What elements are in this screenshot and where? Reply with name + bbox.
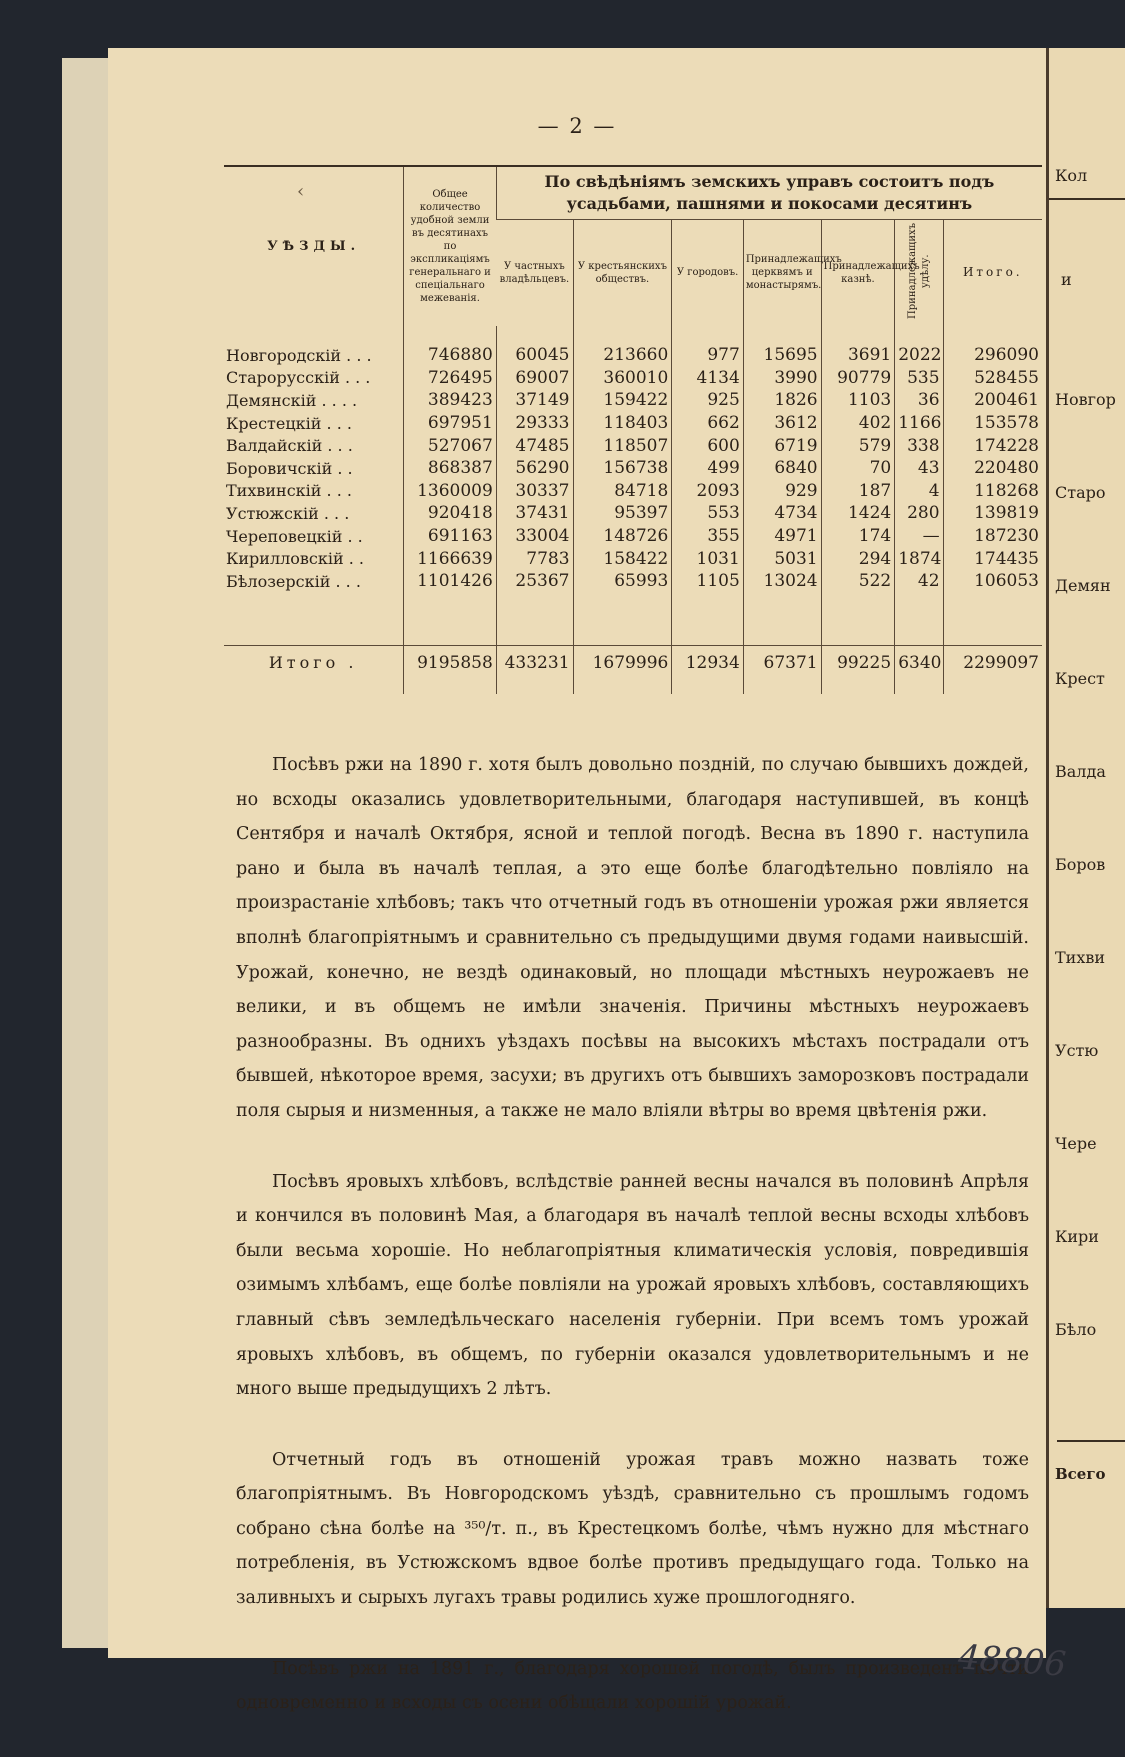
paragraph: Отчетный годъ въ отношеній урожая травъ можно назвать тоже благопріятнымъ. Въ Новгородскомъ уѣздѣ, сравнительно съ прошлымъ годомъ собрано сѣна болѣе на ³⁵⁰/т. п., въ Крестецкомъ болѣе, чѣмъ нужно для мѣстнаго потребленія, въ Устюжскомъ вдвое болѣе противъ предыдущаго года. Только на заливныхъ и сырыхъ лугахъ травы родились хуже прошлогодняго. — [236, 1449, 1029, 1609]
table-cell: 37149 — [496, 389, 573, 412]
table-cell: 360010 — [573, 367, 672, 390]
subheader-private: У частныхъ владѣльцевъ. — [496, 220, 573, 326]
table-cell: 6840 — [743, 457, 821, 480]
adjacent-rule — [1057, 1440, 1125, 1442]
table-cell: 553 — [672, 502, 743, 525]
table-cell: — — [895, 525, 943, 548]
table-cell: 662 — [672, 412, 743, 435]
table-row — [224, 502, 1042, 525]
table-cell: 294 — [821, 547, 895, 570]
table-cell: 433231 — [496, 645, 573, 680]
header-uezdy: УѢЗДЫ. — [224, 166, 404, 326]
table-cell: 213660 — [573, 326, 672, 367]
table-cell: 4134 — [672, 367, 743, 390]
table-cell: 697951 — [404, 412, 497, 435]
handwritten-note: 48806 — [956, 1637, 1068, 1685]
table-cell: 37431 — [496, 502, 573, 525]
uezd-name: Валдайскій . . . — [226, 436, 353, 456]
table-cell: 746880 — [404, 326, 497, 367]
table-cell: 1679996 — [573, 645, 672, 680]
table-row — [224, 480, 1042, 503]
table-row — [224, 389, 1042, 412]
table-cell: 691163 — [404, 525, 497, 548]
uezd-name: Кирилловскій . . — [226, 549, 365, 569]
table-cell: 3612 — [743, 412, 821, 435]
table-cell: 6340 — [895, 645, 943, 680]
table-cell: 2093 — [672, 480, 743, 503]
adjacent-row-label: Устю — [1055, 1041, 1099, 1060]
table-cell: 148726 — [573, 525, 672, 548]
table-cell: 389423 — [404, 389, 497, 412]
table-cell: 187 — [821, 480, 895, 503]
table-cell: 535 — [895, 367, 943, 390]
table-row — [224, 412, 1042, 435]
table-cell: 528455 — [943, 367, 1042, 390]
table-cell: 95397 — [573, 502, 672, 525]
table-cell — [404, 593, 497, 619]
table-cell: 12934 — [672, 645, 743, 680]
table-cell: 726495 — [404, 367, 497, 390]
table-cell: 43 — [895, 457, 943, 480]
table-row — [224, 434, 1042, 457]
table-cell: 1166639 — [404, 547, 497, 570]
header-group: По свѣдѣніямъ земскихъ управъ состоитъ подъ усадьбами, пашнями и покосами десятинъ — [496, 166, 1042, 220]
header-total-land: Общее количество удобной земли въ десятинахъ по экспликаціямъ генеральнаго и спеціальнаго межеванія. — [404, 166, 497, 326]
table-cell: 47485 — [496, 434, 573, 457]
table-cell: 4971 — [743, 525, 821, 548]
table-cell — [224, 680, 404, 694]
table-cell: 3691 — [821, 326, 895, 367]
table-cell: 139819 — [943, 502, 1042, 525]
table-row — [224, 326, 1042, 367]
table-cell: 5031 — [743, 547, 821, 570]
table-cell: 355 — [672, 525, 743, 548]
table-cell — [496, 619, 573, 646]
table-cell — [895, 619, 943, 646]
table-cell: 296090 — [943, 326, 1042, 367]
uezd-name: Демянскій . . . . — [226, 390, 358, 410]
uezd-name: Новгородскій . . . — [226, 345, 372, 365]
table-cell — [895, 593, 943, 619]
table-cell: 118268 — [943, 480, 1042, 503]
adjacent-header-letter: и — [1061, 270, 1072, 289]
table-cell: 25367 — [496, 570, 573, 593]
table-cell: 1360009 — [404, 480, 497, 503]
table-cell: 33004 — [496, 525, 573, 548]
table-cell: 920418 — [404, 502, 497, 525]
table-cell: 69007 — [496, 367, 573, 390]
table-cell — [943, 619, 1042, 646]
paragraph: Посѣвъ ржи на 1890 г. хотя былъ довольно поздній, по случаю бывшихъ дождей, но всходы оказались удовлетворительными, благодаря наступившей, въ концѣ Сентября и началѣ Октября, ясной и теплой погодѣ. Весна въ 1890 г. наступила рано и была въ началѣ теплая, а это еще болѣе благодѣтельно повліяло на произрастаніе хлѣбовъ; такъ что отчетный годъ въ отношеніи урожая ржи является вполнѣ благопріятнымъ и сравнительно съ предыдущими двумя годами наивысшій. Урожай, конечно, не вездѣ одинаковый, но площади мѣстныхъ неурожаевъ не велики, и въ общемъ не имѣли значенія. Причины мѣстныхъ неурожаевъ разнообразны. Въ однихъ уѣздахъ посѣвы на высокихъ мѣстахъ пострадали отъ бывшей, нѣкоторое время, засухи; въ другихъ отъ бывшихъ заморозковъ пострадали поля сырыя и низменныя, а также не мало вліяли вѣтры во время цвѣтенія ржи. — [236, 755, 1029, 1121]
table-cell — [496, 680, 573, 694]
adjacent-row-label: Кири — [1055, 1227, 1099, 1246]
table-cell — [743, 619, 821, 646]
table-cell: 56290 — [496, 457, 573, 480]
table-cell — [672, 619, 743, 646]
adjacent-row-label: Новгор — [1055, 390, 1116, 409]
uezd-name: Старорусскій . . . — [226, 368, 371, 388]
table-row — [224, 570, 1042, 593]
table-cell — [943, 593, 1042, 619]
table-cell: 1103 — [821, 389, 895, 412]
table-cell: 15695 — [743, 326, 821, 367]
table-cell: 3990 — [743, 367, 821, 390]
margin-mark: ‹ — [297, 181, 305, 202]
table-cell — [404, 680, 497, 694]
adjacent-row-label: Валда — [1055, 762, 1106, 781]
table-cell: 42 — [895, 570, 943, 593]
table-cell: 29333 — [496, 412, 573, 435]
table-cell: 118507 — [573, 434, 672, 457]
table-cell: 6719 — [743, 434, 821, 457]
uezd-name: Итого . — [224, 645, 404, 680]
table-cell — [743, 680, 821, 694]
table-cell — [224, 619, 404, 646]
table-row — [224, 525, 1042, 548]
table-cell — [496, 593, 573, 619]
table-cell: 1105 — [672, 570, 743, 593]
table-cell — [224, 593, 404, 619]
table-cell: 84718 — [573, 480, 672, 503]
table-cell: 30337 — [496, 480, 573, 503]
table-cell: 118403 — [573, 412, 672, 435]
table-cell — [821, 619, 895, 646]
table-cell — [672, 593, 743, 619]
uezd-name: Крестецкій . . . — [226, 413, 352, 433]
table-cell: 522 — [821, 570, 895, 593]
adjacent-total: Всего — [1055, 1465, 1106, 1483]
table-cell: 977 — [672, 326, 743, 367]
subheader-treasury: Принадлежащихъ казнѣ. — [821, 220, 895, 326]
adjacent-page-fragment — [1046, 48, 1125, 1608]
table-cell: 499 — [672, 457, 743, 480]
land-statistics-table — [224, 165, 1042, 694]
table-cell: 153578 — [943, 412, 1042, 435]
table-cell: 2022 — [895, 326, 943, 367]
table-cell: 9195858 — [404, 645, 497, 680]
page-number: — 2 — — [537, 114, 617, 138]
adjacent-row-label: Тихви — [1055, 948, 1106, 967]
table-cell: 99225 — [821, 645, 895, 680]
table-cell: 159422 — [573, 389, 672, 412]
table-cell — [821, 680, 895, 694]
table-cell: 4734 — [743, 502, 821, 525]
paragraph: Посѣвъ яровыхъ хлѣбовъ, вслѣдствіе ранней весны начался въ половинѣ Апрѣля и кончился въ половинѣ Мая, а благодаря въ началѣ теплой весны всходы хлѣбовъ были весьма хорошіе. Но неблагопріятныя климатическія условія, повредившія озимымъ хлѣбамъ, еще болѣе повліяли на урожай яровыхъ хлѣбовъ, составляющихъ главный сѣвъ земледѣльческаго населенія губерніи. При всемъ томъ урожай яровыхъ хлѣбовъ, въ общемъ, по губерніи оказался удовлетворительнымъ и не много выше предыдущихъ 2 лѣтъ. — [236, 1171, 1029, 1400]
table-cell — [672, 680, 743, 694]
table-cell: 2299097 — [943, 645, 1042, 680]
adjacent-row-label: Крест — [1055, 669, 1105, 688]
adjacent-row-label: Старо — [1055, 483, 1106, 502]
table-cell: 60045 — [496, 326, 573, 367]
table-cell: 280 — [895, 502, 943, 525]
table-cell: 929 — [743, 480, 821, 503]
table-cell: 1101426 — [404, 570, 497, 593]
table-cell: 156738 — [573, 457, 672, 480]
subheader-towns: У городовъ. — [672, 220, 743, 326]
table-cell: 1031 — [672, 547, 743, 570]
paragraph: Посѣвъ ржи на 1891 г., благодаря хорошей погодѣ, былъ произведенъ почти одновременно и всходы съ осени обѣщали хорошій урожай. — [236, 1658, 1029, 1714]
table-cell: 220480 — [943, 457, 1042, 480]
table-spacer — [224, 619, 1042, 646]
table-cell: 1874 — [895, 547, 943, 570]
table-cell: 527067 — [404, 434, 497, 457]
body-text — [236, 748, 1029, 1757]
table-cell — [573, 680, 672, 694]
table-cell — [404, 619, 497, 646]
table-total-row — [224, 645, 1042, 680]
table-cell: 1826 — [743, 389, 821, 412]
table-cell — [743, 593, 821, 619]
subheader-church: Принадлежащихъ церквямъ и монастырямъ. — [743, 220, 821, 326]
subheader-peasant: У крестьянскихъ обществъ. — [573, 220, 672, 326]
table-cell: 868387 — [404, 457, 497, 480]
table-cell — [573, 593, 672, 619]
uezd-name: Боровичскій . . — [226, 458, 353, 478]
table-cell: 7783 — [496, 547, 573, 570]
table-row — [224, 547, 1042, 570]
adjacent-row-label: Чере — [1055, 1134, 1097, 1153]
table-cell: 174435 — [943, 547, 1042, 570]
table-cell: 174 — [821, 525, 895, 548]
table-cell — [895, 680, 943, 694]
table-cell: 13024 — [743, 570, 821, 593]
uezd-name: Устюжскій . . . — [226, 503, 350, 523]
table-cell: 1424 — [821, 502, 895, 525]
uezd-name: Бѣлозерскій . . . — [226, 571, 361, 591]
table-cell: 67371 — [743, 645, 821, 680]
table-spacer — [224, 593, 1042, 619]
table-cell: 4 — [895, 480, 943, 503]
table-cell: 174228 — [943, 434, 1042, 457]
table-cell: 90779 — [821, 367, 895, 390]
adjacent-rule — [1049, 198, 1125, 200]
table-cell: 106053 — [943, 570, 1042, 593]
table-cell: 187230 — [943, 525, 1042, 548]
table-cell: 36 — [895, 389, 943, 412]
uezd-name: Тихвинскій . . . — [226, 481, 352, 501]
table-cell — [943, 680, 1042, 694]
table-cell: 200461 — [943, 389, 1042, 412]
table-cell: 65993 — [573, 570, 672, 593]
uezd-name: Череповецкій . . — [226, 526, 363, 546]
table-cell — [573, 619, 672, 646]
subheader-total: Итого. — [943, 220, 1042, 326]
table-cell: 402 — [821, 412, 895, 435]
adjacent-row-label: Бѣло — [1055, 1320, 1097, 1339]
table-cell: 600 — [672, 434, 743, 457]
subheader-appanage: Принадлежащихъ удѣлу. — [895, 220, 943, 326]
adjacent-row-label: Демян — [1055, 576, 1111, 595]
table-cell — [821, 593, 895, 619]
adjacent-header: Кол — [1055, 166, 1088, 185]
table-cell: 925 — [672, 389, 743, 412]
table-cell: 579 — [821, 434, 895, 457]
table-row — [224, 367, 1042, 390]
document-page — [108, 48, 1068, 1714]
table-cell: 1166 — [895, 412, 943, 435]
table-row — [224, 457, 1042, 480]
table-cell: 158422 — [573, 547, 672, 570]
table-cell: 70 — [821, 457, 895, 480]
table-cell: 338 — [895, 434, 943, 457]
adjacent-row-label: Боров — [1055, 855, 1106, 874]
table-spacer — [224, 680, 1042, 694]
